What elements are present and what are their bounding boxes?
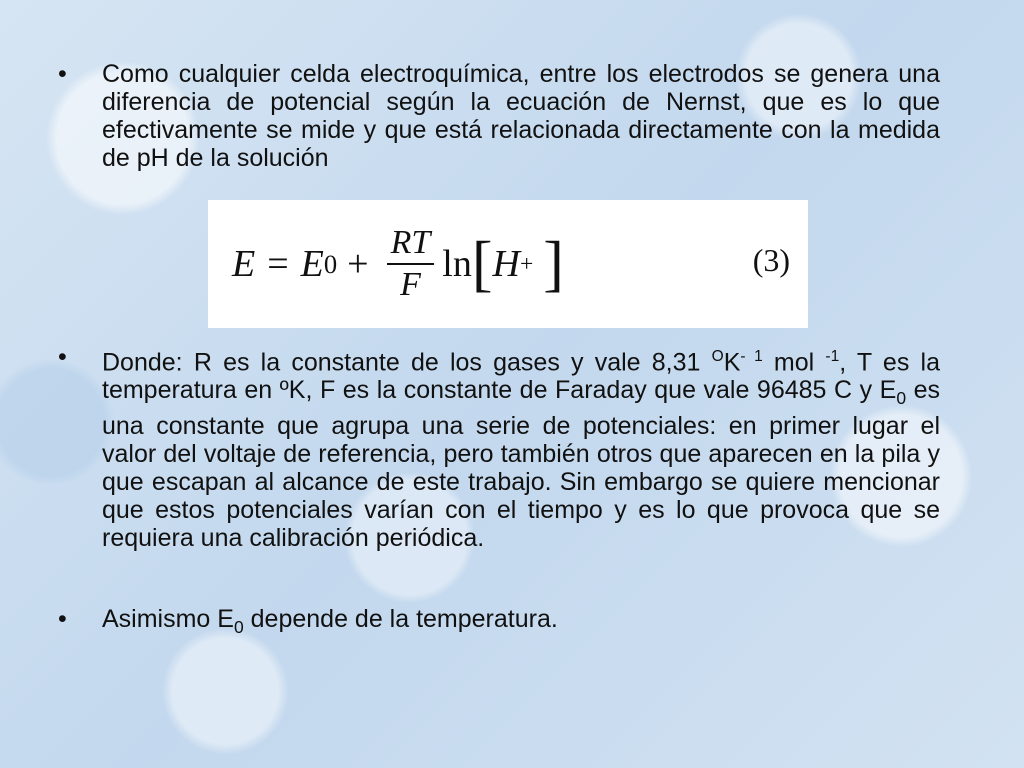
bullet-e0-temperature: [58, 605, 940, 641]
k-exponent: - 1: [740, 348, 763, 365]
bullet-text-a: Donde: R es la constante de los gases y vale 8,31: [102, 348, 712, 377]
e0-subscript: 0: [896, 388, 907, 409]
eq-equals: =: [267, 243, 289, 285]
equation-number: (3): [752, 242, 790, 278]
eq-h: H: [492, 243, 520, 285]
eq-e0: E: [300, 243, 324, 285]
eq-lhs: E: [232, 243, 256, 285]
bullet-text-c: mol: [762, 348, 826, 377]
eq-ln: ln: [442, 243, 472, 285]
eq-open-bracket: [: [471, 230, 493, 298]
eq-plus: +: [347, 243, 369, 285]
bullet-text-e: es una constante que agrupa una serie de potenciales: en primer lugar el valor del voltaje de referencia, pero también otros que aparecen en la pila y que escapan al alcance de este trabajo. Sin embargo se quiere mencionar que estos potenciales varían con el tiempo y es lo que provoca que se requiera una calibración periódica.: [102, 376, 940, 553]
eq-close-bracket: ]: [543, 230, 564, 298]
bullet-text-b: depende de la temperatura.: [243, 605, 558, 633]
e0-subscript: 0: [233, 617, 244, 637]
bullet-variables: [58, 343, 940, 553]
bullet-text-a: Asimismo E: [102, 605, 234, 633]
degree-sup: O: [711, 348, 724, 365]
nernst-equation-image: [208, 200, 808, 328]
bullet-marker: •: [58, 605, 67, 633]
eq-denominator: F: [400, 266, 421, 303]
nernst-equation: [232, 222, 564, 306]
eq-e0-sub: 0: [323, 248, 338, 279]
eq-h-sup: +: [519, 250, 534, 277]
bullet-nernst-intro: [58, 60, 940, 172]
mol-exponent: -1: [825, 348, 840, 365]
bullet-marker: •: [58, 343, 67, 371]
bullet-text-d: , T es la temperatura en ºK, F es la constante de Faraday que vale 96485 C y E: [102, 348, 940, 405]
eq-numerator: RT: [387, 225, 435, 265]
eq-fraction: [387, 225, 435, 303]
bullet-text-b: K: [723, 348, 741, 377]
bullet-text: Como cualquier celda electroquímica, entre los electrodos se genera una diferencia de potencial según la ecuación de Nernst, que es lo que efectivamente se mide y que está relacionada directamente con la medida de pH de la solución: [102, 60, 940, 172]
bullet-marker: •: [58, 60, 67, 88]
